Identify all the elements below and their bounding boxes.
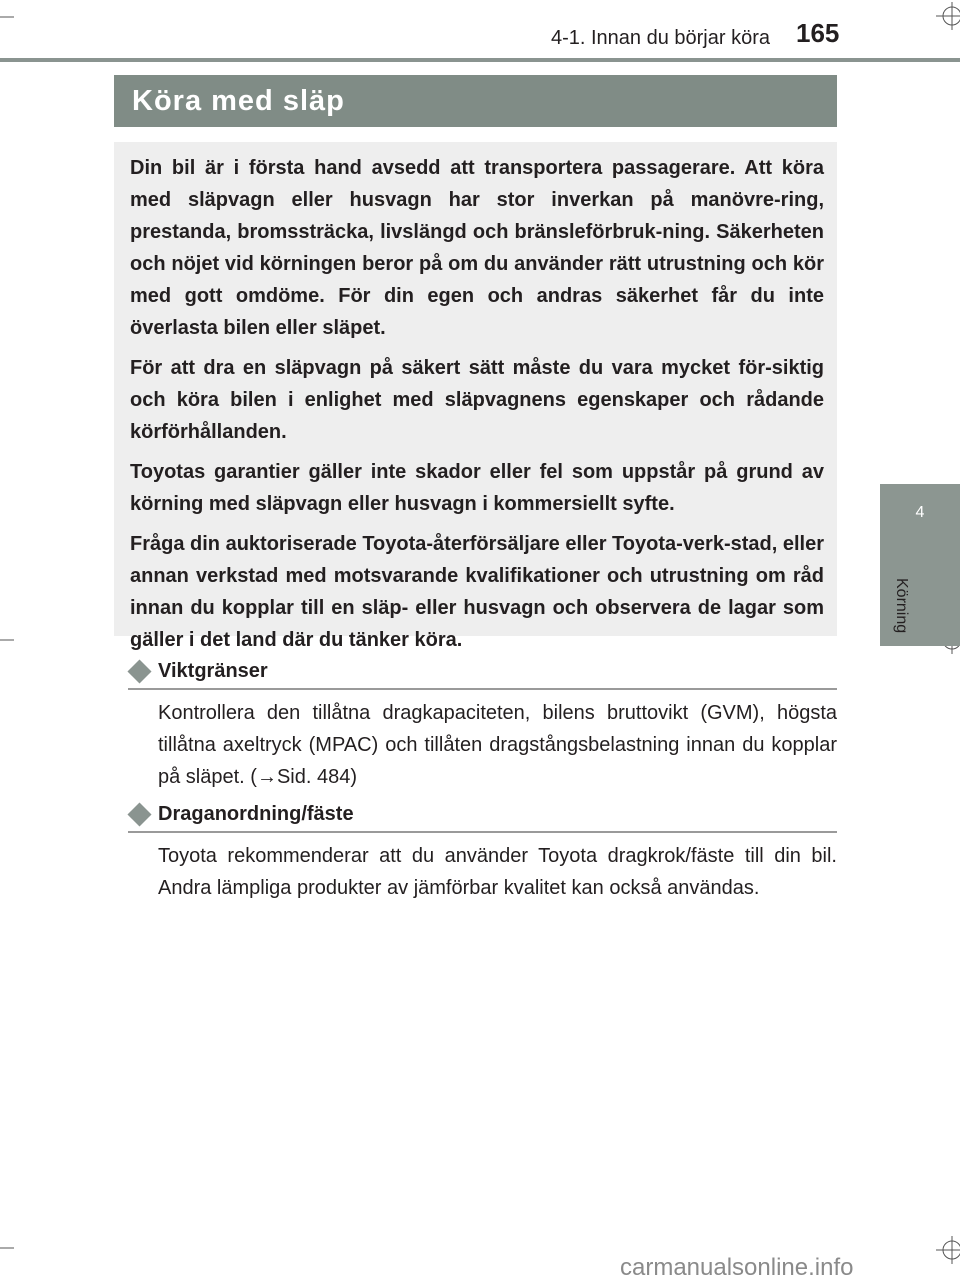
subsection-heading — [128, 800, 837, 832]
intro-paragraph: För att dra en släpvagn på säkert sätt måste du vara mycket för-siktig och köra bilen i enlighet med släpvagnens egenskaper och rådande körförhållanden. — [130, 357, 824, 443]
crop-mark-top-left — [0, 0, 30, 30]
registration-mark-top-right — [932, 2, 960, 32]
section-title: Köra med släp — [132, 85, 345, 117]
section-title-bar — [114, 75, 837, 127]
intro-box — [114, 142, 837, 651]
subsection-heading — [128, 657, 837, 689]
intro-paragraph: Fråga din auktoriserade Toyota-återförsäljare eller Toyota-verk-stad, eller annan verkstad med motsvarande kvalifikationer och utrustning om råd innan du kopplar till en släp- eller husvagn och observera de lagar som gäller i det land där du tänker köra. — [130, 533, 824, 651]
subsection-body: Toyota rekommenderar att du använder Toyota dragkrok/fäste till din bil. Andra lämpliga produkter av jämförbar kvalitet kan också användas. — [158, 845, 837, 899]
subsection-weight-limits — [128, 657, 837, 793]
watermark: carmanualsonline.info — [620, 1254, 854, 1280]
registration-mark-bottom-right — [932, 1236, 960, 1266]
subsection-rule — [128, 688, 837, 690]
subsection-title: Draganordning/fäste — [158, 803, 354, 825]
diamond-bullet-icon — [127, 659, 151, 683]
diamond-bullet-icon — [127, 802, 151, 826]
subsection-body: Kontrollera den tillåtna dragkapaciteten, bilens bruttovikt (GVM), högsta tillåtna axeltryck (MPAC) och tillåten dragstångsbelastning innan du kopplar på släpet. (→Sid. 484) — [158, 702, 837, 788]
header-section-title: 4-1. Innan du börjar köra — [550, 27, 770, 49]
chapter-label: Körning — [893, 578, 910, 634]
subsection-rule — [128, 831, 837, 833]
subsection-hitch — [128, 800, 837, 904]
page-number: 165 — [796, 18, 840, 48]
header-rule — [0, 58, 960, 62]
subsection-title: Viktgränser — [158, 660, 268, 682]
intro-paragraph: Toyotas garantier gäller inte skador eller fel som uppstår på grund av körning med släpvagn eller husvagn i kommersiellt syfte. — [130, 461, 824, 515]
crop-mark-mid-left — [0, 628, 30, 658]
chapter-number: 4 — [915, 504, 925, 521]
intro-paragraph: Din bil är i första hand avsedd att transportera passagerare. Att köra med släpvagn eller husvagn har stor inverkan på manövre-ring, prestanda, bromssträcka, livslängd och bränsleförbruk-ning. Säkerheten och nöjet vid körningen beror på om du använder rätt utrustning och kör med gott omdöme. För din egen och andras säkerhet får du inte överlasta bilen eller släpet. — [130, 157, 824, 339]
crop-mark-bottom-left — [0, 1236, 30, 1266]
